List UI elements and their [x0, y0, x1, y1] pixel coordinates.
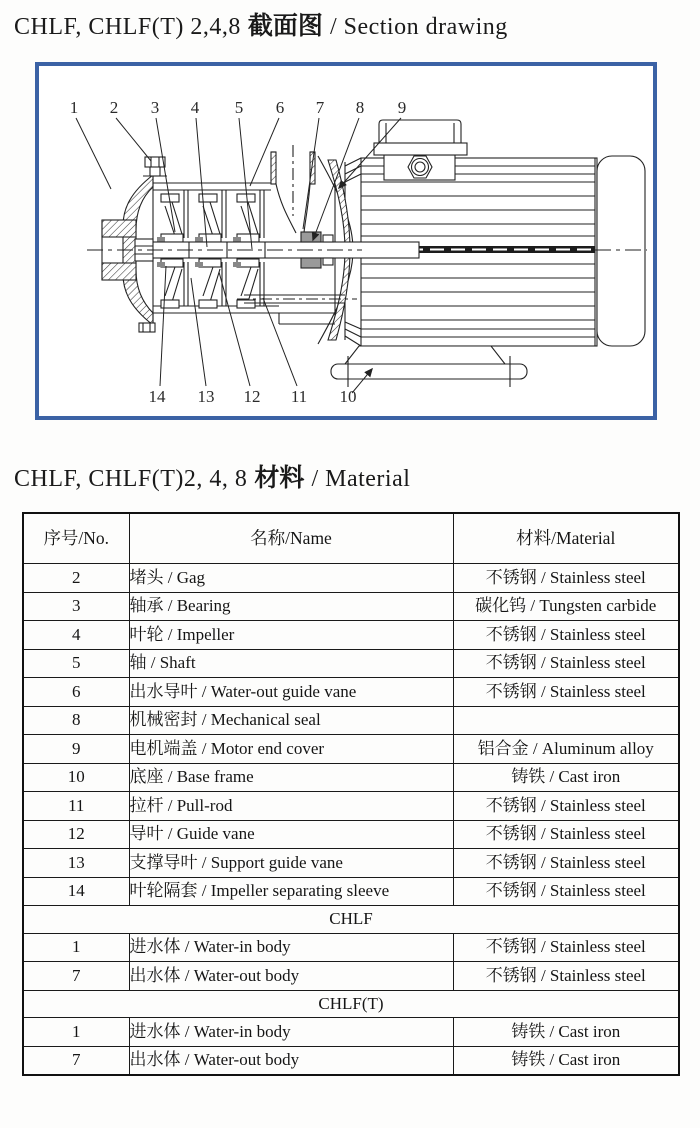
cell-no: 1: [23, 1018, 129, 1047]
cell-name: 导叶 / Guide vane: [129, 820, 453, 849]
cell-material: 不锈钢 / Stainless steel: [453, 820, 679, 849]
cell-name: 底座 / Base frame: [129, 763, 453, 792]
section-drawing-title: [14, 6, 508, 42]
cell-name: 叶轮 / Impeller: [129, 621, 453, 650]
cell-no: 5: [23, 649, 129, 678]
cell-name: 出水体 / Water-out body: [129, 1046, 453, 1075]
section-drawing-frame: [35, 62, 657, 420]
callout-8: 8: [355, 98, 365, 117]
motor-end-cap: [597, 156, 645, 346]
cell-name: 轴 / Shaft: [129, 649, 453, 678]
cell-no: 4: [23, 621, 129, 650]
pump-section-drawing: [39, 66, 653, 416]
callout-13: 13: [197, 387, 215, 406]
cell-no: 8: [23, 706, 129, 735]
callout-6: 6: [275, 98, 285, 117]
table-row: [23, 962, 679, 991]
cell-material: 不锈钢 / Stainless steel: [453, 649, 679, 678]
callout-14: 14: [148, 387, 166, 406]
cell-name: 出水导叶 / Water-out guide vane: [129, 678, 453, 707]
cell-no: 3: [23, 592, 129, 621]
table-row: [23, 592, 679, 621]
material-table: [22, 512, 680, 1076]
base-frame: [331, 346, 527, 387]
cell-material: 铸铁 / Cast iron: [453, 763, 679, 792]
pump-drawing-lines: [76, 118, 647, 393]
table-section-chlft: [23, 990, 679, 1018]
cell-material: 碳化钨 / Tungsten carbide: [453, 592, 679, 621]
cell-name: 支撑导叶 / Support guide vane: [129, 849, 453, 878]
cell-name: 出水体 / Water-out body: [129, 962, 453, 991]
callout-11: 11: [290, 387, 308, 406]
title-rest: / Material: [311, 466, 411, 492]
cell-material: 铸铁 / Cast iron: [453, 1046, 679, 1075]
cell-name: 进水体 / Water-in body: [129, 1018, 453, 1047]
cell-no: 7: [23, 1046, 129, 1075]
cell-name: 轴承 / Bearing: [129, 592, 453, 621]
table-row: [23, 877, 679, 906]
cell-material: 不锈钢 / Stainless steel: [453, 849, 679, 878]
cell-material: 铸铁 / Cast iron: [453, 1018, 679, 1047]
cell-name: 进水体 / Water-in body: [129, 933, 453, 962]
callout-3: 3: [150, 98, 160, 117]
cell-name: 电机端盖 / Motor end cover: [129, 735, 453, 764]
table-row: [23, 649, 679, 678]
table-row: [23, 849, 679, 878]
cell-name: 机械密封 / Mechanical seal: [129, 706, 453, 735]
cell-no: 13: [23, 849, 129, 878]
cell-material: 不锈钢 / Stainless steel: [453, 962, 679, 991]
cell-no: 1: [23, 933, 129, 962]
section-label: CHLF: [23, 906, 679, 934]
callout-1: 1: [69, 98, 79, 117]
callout-2: 2: [109, 98, 119, 117]
cell-no: 12: [23, 820, 129, 849]
table-row: [23, 763, 679, 792]
cell-no: 14: [23, 877, 129, 906]
section-label: CHLF(T): [23, 990, 679, 1018]
table-row: [23, 621, 679, 650]
header-material: 材料/Material: [453, 513, 679, 564]
table-row: [23, 706, 679, 735]
cell-no: 2: [23, 564, 129, 593]
title-latin: CHLF, CHLF(T)2, 4, 8: [14, 466, 248, 492]
cell-material: 不锈钢 / Stainless steel: [453, 933, 679, 962]
callout-9: 9: [397, 98, 407, 117]
cell-material: 不锈钢 / Stainless steel: [453, 621, 679, 650]
cell-material: 不锈钢 / Stainless steel: [453, 564, 679, 593]
table-section-chlf: [23, 906, 679, 934]
table-row: [23, 678, 679, 707]
cell-name: 拉杆 / Pull-rod: [129, 792, 453, 821]
cell-no: 9: [23, 735, 129, 764]
table-row: [23, 564, 679, 593]
header-no: 序号/No.: [23, 513, 129, 564]
title-latin: CHLF, CHLF(T) 2,4,8: [14, 14, 241, 40]
table-row: [23, 735, 679, 764]
table-row: [23, 792, 679, 821]
callout-7: 7: [315, 98, 325, 117]
cell-material: 不锈钢 / Stainless steel: [453, 678, 679, 707]
material-title: [14, 458, 410, 494]
title-chinese: 材料: [254, 465, 305, 492]
callout-4: 4: [190, 98, 200, 117]
cell-no: 11: [23, 792, 129, 821]
cell-material: [453, 706, 679, 735]
cell-material: 不锈钢 / Stainless steel: [453, 877, 679, 906]
callout-5: 5: [234, 98, 244, 117]
cell-no: 10: [23, 763, 129, 792]
cell-name: 叶轮隔套 / Impeller separating sleeve: [129, 877, 453, 906]
table-row: [23, 933, 679, 962]
callout-10: 10: [339, 387, 357, 406]
table-row: [23, 1046, 679, 1075]
cell-material: 铝合金 / Aluminum alloy: [453, 735, 679, 764]
title-rest: / Section drawing: [329, 14, 508, 40]
title-chinese: 截面图: [247, 13, 323, 40]
cell-no: 6: [23, 678, 129, 707]
header-name: 名称/Name: [129, 513, 453, 564]
cell-name: 堵头 / Gag: [129, 564, 453, 593]
table-row: [23, 820, 679, 849]
cell-no: 7: [23, 962, 129, 991]
cell-material: 不锈钢 / Stainless steel: [453, 792, 679, 821]
discharge-pipe: [271, 145, 315, 246]
callout-12: 12: [243, 387, 261, 406]
motor-junction-box: [374, 120, 467, 180]
table-header-row: [23, 513, 679, 564]
table-row: [23, 1018, 679, 1047]
